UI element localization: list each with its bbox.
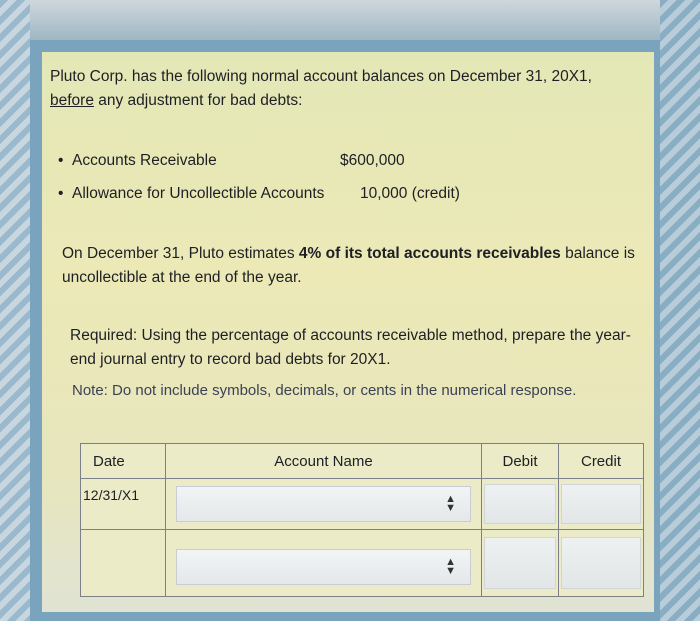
problem-card <box>42 52 654 612</box>
background-top <box>0 0 700 40</box>
date-cell: 12/31/X1 <box>81 479 166 530</box>
select-arrows-icon: ▲ ▼ <box>445 493 456 514</box>
background-right <box>660 0 700 621</box>
required-text: Required: Using the percentage of accounts receivable method, prepare the year-end journal entry to record bad debts for 20X1. <box>70 327 631 368</box>
journal-entry-table <box>80 443 644 597</box>
before-emphasis: before <box>50 92 94 109</box>
background-left <box>0 0 30 621</box>
table-header-row <box>81 444 644 479</box>
account-name-select[interactable] <box>176 486 471 522</box>
credit-input[interactable] <box>561 484 641 524</box>
table-row <box>81 479 644 530</box>
date-header: Date <box>81 444 166 479</box>
problem-intro: Pluto Corp. has the following normal account balances on December 31, 20X1, before any adjustment for bad debts: <box>50 68 592 109</box>
account-value: 10,000 (credit) <box>360 185 460 202</box>
select-arrows-icon: ▲ ▼ <box>445 556 456 577</box>
bullet-icon: • <box>58 152 64 169</box>
account-balance-list <box>58 152 618 218</box>
credit-input[interactable] <box>561 537 641 589</box>
account-label: Accounts Receivable <box>72 152 217 169</box>
estimate-text: On December 31, Pluto estimates 4% of its total accounts receivables balance is uncollectible at the end of the year. <box>62 245 635 286</box>
date-cell <box>81 530 166 597</box>
account-name-select[interactable] <box>176 549 471 585</box>
list-item <box>58 152 618 185</box>
list-item <box>58 185 618 218</box>
debit-input[interactable] <box>484 484 556 524</box>
account-value: $600,000 <box>340 152 405 169</box>
credit-header: Credit <box>559 444 644 479</box>
account-name-header: Account Name <box>166 444 482 479</box>
account-label: Allowance for Uncollectible Accounts <box>72 185 325 202</box>
note-text: Note: Do not include symbols, decimals, or cents in the numerical response. <box>72 382 577 399</box>
debit-header: Debit <box>482 444 559 479</box>
debit-input[interactable] <box>484 537 556 589</box>
bullet-icon: • <box>58 185 64 202</box>
table-row <box>81 530 644 597</box>
